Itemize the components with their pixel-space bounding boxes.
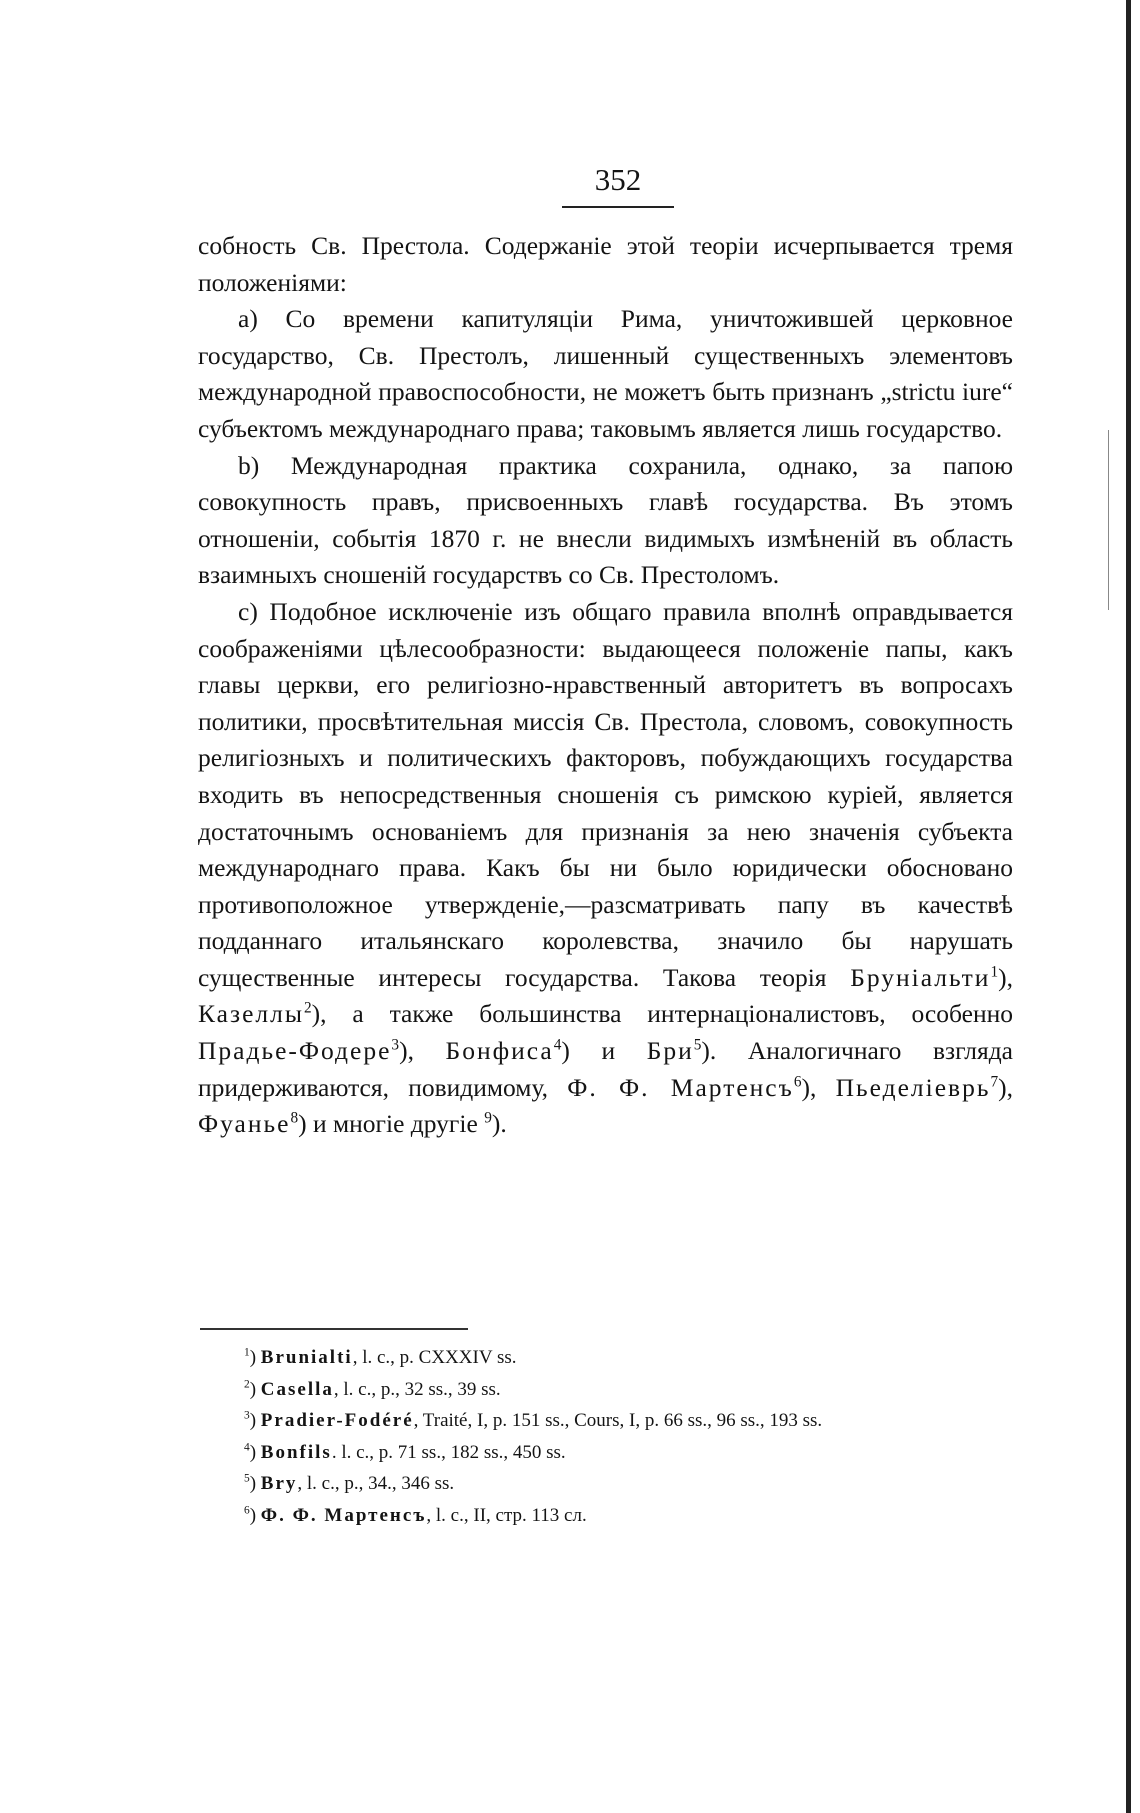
footnote: $^1$) Brunialti, l. c., p. CXXXIV ss. (244, 1346, 517, 1368)
footnote-author: Pradier-Fodéré (260, 1410, 414, 1431)
footnote-ref: 2 (303, 999, 312, 1017)
author-name: Пьеделіеврь (835, 1072, 991, 1102)
author-name: Бонфиса (445, 1036, 554, 1066)
text-run: ), а также большинства интернаціоналистовъ, особенно (311, 999, 1013, 1029)
author-name: Бри (646, 1036, 694, 1066)
footnote-author: Bonfils (260, 1441, 332, 1463)
footnote-ref: 3 (391, 1036, 400, 1054)
footnote: $^2$) Casella, l. c., p., 32 ss., 39 ss. (244, 1378, 501, 1400)
footnote-mark: 6 (244, 1504, 250, 1517)
footnote-author: Bry (260, 1473, 298, 1494)
footnote: $^4$) Bonfils. l. c., p. 71 ss., 182 ss., 450 ss. (244, 1441, 566, 1463)
author-name: Прадье-Фодере (198, 1036, 392, 1066)
text-run: ) и многіе другіе (298, 1109, 485, 1139)
text-run: ), (998, 962, 1013, 992)
footnote-mark: 5 (244, 1472, 250, 1485)
text-run: ) и (561, 1036, 647, 1066)
footnote-ref: 9 (484, 1109, 492, 1127)
footnote: $^3$) Pradier-Fodéré, Traité, I, p. 151 ss., Cours, I, p. 66 ss., 96 ss., 193 ss. (244, 1409, 823, 1431)
footnote-mark: 2 (244, 1378, 250, 1391)
footnote-mark: 4 (244, 1441, 250, 1454)
paragraph-b: b) Международная практика сохранила, однако, за папою совокупность правъ, присвоенныхъ главѣ государства. Въ этомъ отношеніи, событія 1870 г. не внесли видимыхъ измѣненій въ область взаимныхъ сношеній государствъ со Св. Престоломъ. (198, 450, 1013, 590)
footnote-ref-text: , Traité, I, p. 151 ss., Cours, I, p. 66 ss., 96 ss., 193 ss. (413, 1410, 823, 1431)
footnote-ref: 7 (990, 1073, 999, 1091)
footnote-mark: 3 (244, 1409, 250, 1422)
author-name: Бруніальти (850, 962, 991, 992)
paragraph-a: a) Со времени капитуляціи Рима, уничтожившей церковное государство, Св. Престолъ, лишенный существенныхъ элементовъ международной правоспособности, не можетъ быть признанъ „strictu iure“ субъектомъ международнаго права; таковымъ является лишь государство. (198, 304, 1013, 443)
footnote-ref: 8 (290, 1109, 299, 1127)
author-name: Фуанье (198, 1109, 291, 1139)
footnote: $^6$) Ф. Ф. Мартенсъ, l. c., II, стр. 113 сл. (244, 1504, 587, 1526)
footnote-ref-text: , l. c., p., 34., 346 ss. (297, 1473, 455, 1494)
text-run: ). Аналогичнаго взгляда придерживаются, повидимому, (198, 1036, 1014, 1102)
footnote-ref: 5 (693, 1036, 702, 1054)
text-run: ), (801, 1072, 836, 1102)
author-name: Казеллы (198, 999, 304, 1029)
paragraph-c (198, 594, 1013, 1143)
paragraph-intro: собность Св. Престола. Содержаніе этой теоріи исчерпывается тремя положеніями: (198, 231, 1013, 297)
paragraph-c-main: c) Подобное исключеніе изъ общаго правила вполнѣ оправдывается соображеніями цѣлесообразности: выдающееся положеніе папы, какъ главы церкви, его религіозно-нравственный авторитетъ въ вопросахъ политики, просвѣтительная миссія Св. Престола, словомъ, совокупность религіозныхъ и политическихъ факторовъ, побуждающихъ государства входить въ непосредственныя сношенія съ римскою куріей, является достаточнымъ основаніемъ для признанія за нею значенія субъекта международнаго права. Какъ бы ни было юридически обосновано противоположное утвержденіе,—разсматривать папу въ качествѣ подданнаго итальянскаго королевства, значило бы нарушать существенные интересы государства. Такова теорія (198, 596, 1013, 992)
footnote-author: Brunialti (260, 1347, 353, 1368)
footnote-ref-text: , l. c., II, стр. 113 сл. (426, 1504, 587, 1526)
text-run: ), (399, 1036, 446, 1066)
page-edge-mark (1108, 430, 1109, 610)
footnote-author: Ф. Ф. Мартенсъ (260, 1504, 427, 1526)
footnote-ref-text: , l. c., p. CXXXIV ss. (352, 1347, 517, 1368)
page-number-rule (562, 206, 674, 208)
footnote-ref-text: . l. c., p. 71 ss., 182 ss., 450 ss. (331, 1441, 566, 1463)
footnote: $^5$) Bry, l. c., p., 34., 346 ss. (244, 1472, 455, 1494)
footnote-ref: 1 (990, 963, 999, 981)
footnote-ref: 6 (793, 1073, 802, 1091)
footnote-ref: 4 (553, 1036, 562, 1054)
author-name: Ф. Ф. Мартенсъ (567, 1072, 794, 1102)
footnote-separator (200, 1328, 468, 1330)
body-text (198, 228, 1013, 1143)
page-edge-line (1126, 0, 1131, 1813)
footnote-ref-text: , l. c., p., 32 ss., 39 ss. (333, 1378, 501, 1400)
footnote-author: Casella (260, 1378, 334, 1400)
text-run: ). (491, 1109, 507, 1139)
page-number: 352 (594, 162, 642, 197)
footnotes (198, 1342, 1013, 1531)
text-run: ), (998, 1072, 1014, 1102)
footnote-mark: 1 (244, 1346, 250, 1359)
